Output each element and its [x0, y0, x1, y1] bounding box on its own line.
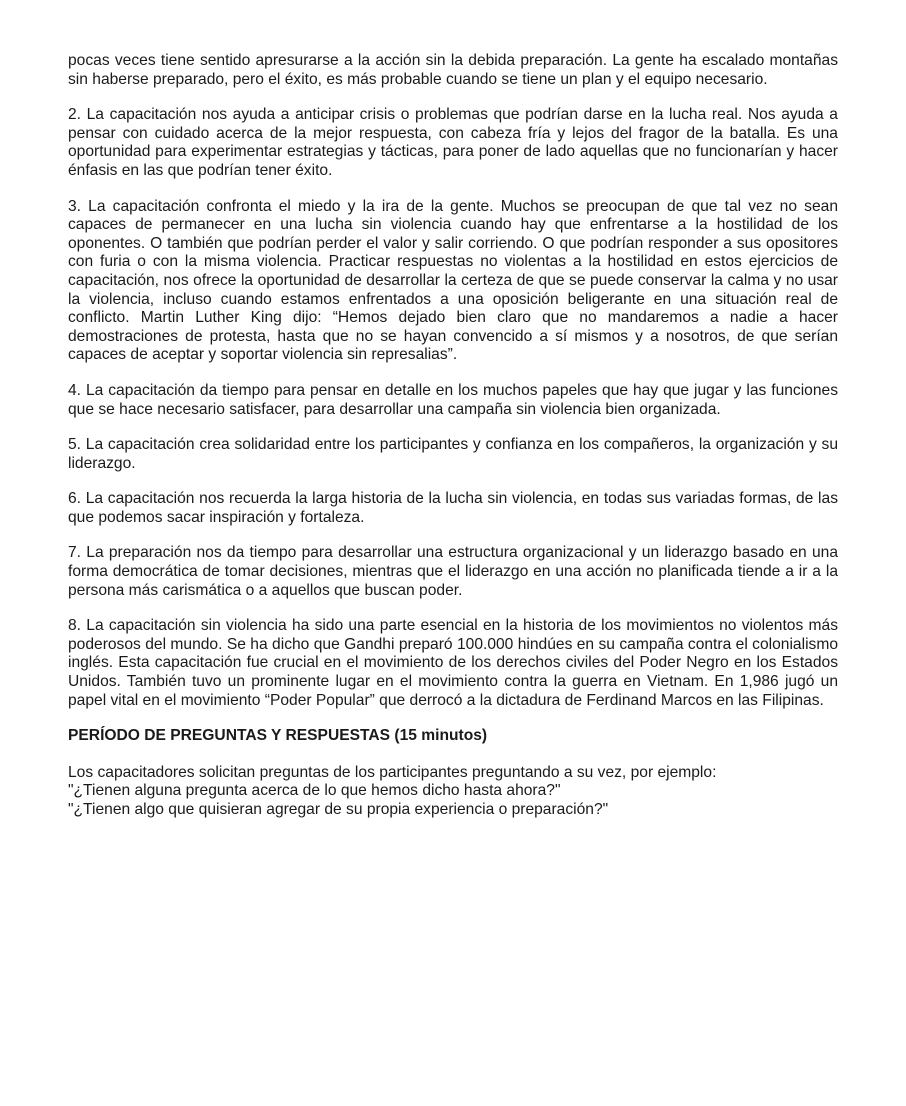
section-heading: PERÍODO DE PREGUNTAS Y RESPUESTAS (15 minutos)	[68, 727, 488, 745]
questions-block	[68, 764, 838, 820]
paragraph-preparation-intro: pocas veces tiene sentido apresurarse a la acción sin la debida preparación. La gente ha escalado montañas sin haberse preparado, pero el éxito, es más probable cuando se tiene un plan y el equipo necesario.	[68, 52, 838, 88]
paragraph-point-5: 5. La capacitación crea solidaridad entre los participantes y confianza en los compañeros, la organización y su liderazgo.	[68, 436, 838, 472]
paragraph-point-3: 3. La capacitación confronta el miedo y la ira de la gente. Muchos se preocupan de que tal vez no sean capaces de permanecer en una lucha sin violencia cuando hay que enfrentarse a la hostilidad de los oponentes. O también que podrían perder el valor y salir corriendo. O que podrían responder a sus opositores con furia o con la misma violencia. Practicar respuestas no violentas a la hostilidad en estos ejercicios de capacitación, nos ofrece la oportunidad de desarrollar la certeza de que se puede conservar la calma y no usar la violencia, incluso cuando estamos enfrentados a una oposición beligerante en una situación real de conflicto. Martin Luther King dijo: “Hemos dejado bien claro que no mandaremos a nadie a hacer demostraciones de protesta, hasta que no se hayan convencido a sí mismos y a nosotros, de que serían capaces de aceptar y soportar violencia sin represalias”.	[68, 197, 838, 364]
paragraph-point-8: 8. La capacitación sin violencia ha sido una parte esencial en la historia de los movimientos no violentos más poderosos del mundo. Se ha dicho que Gandhi preparó 100.000 hindúes en su campaña contra el colonialismo inglés. Esta capacitación fue crucial en el movimiento de los derechos civiles del Poder Negro en los Estados Unidos. También tuvo un prominente lugar en el movimiento contra la guerra en Vietnam. En 1,986 jugó un papel vital en el movimiento “Poder Popular” que derrocó a la dictadura de Ferdinand Marcos en las Filipinas.	[68, 617, 838, 709]
question-1: "¿Tienen alguna pregunta acerca de lo que hemos dicho hasta ahora?"	[68, 782, 561, 800]
document-page	[68, 52, 838, 837]
paragraph-point-6: 6. La capacitación nos recuerda la larga historia de la lucha sin violencia, en todas sus variadas formas, de las que podemos sacar inspiración y fortaleza.	[68, 490, 838, 526]
paragraph-point-7: 7. La preparación nos da tiempo para desarrollar una estructura organizacional y un liderazgo basado en una forma democrática de tomar decisiones, mientras que el liderazgo en una acción no planificada tiende a ir a la persona más carismática o a aquellos que buscan poder.	[68, 544, 838, 599]
paragraph-point-2: 2. La capacitación nos ayuda a anticipar crisis o problemas que podrían darse en la lucha real. Nos ayuda a pensar con cuidado acerca de la mejor respuesta, con cabeza fría y lejos del fragor de la batalla. Es una oportunidad para experimentar estrategias y tácticas, para poner de lado aquellas que no funcionarían y hacer énfasis en las que podrían tener éxito.	[68, 106, 838, 179]
questions-intro: Los capacitadores solicitan preguntas de los participantes preguntando a su vez, por ejemplo:	[68, 763, 717, 781]
question-2: "¿Tienen algo que quisieran agregar de su propia experiencia o preparación?"	[68, 801, 609, 818]
paragraph-point-4: 4. La capacitación da tiempo para pensar en detalle en los muchos papeles que hay que jugar y las funciones que se hace necesario satisfacer, para desarrollar una campaña sin violencia bien organizada.	[68, 381, 838, 418]
